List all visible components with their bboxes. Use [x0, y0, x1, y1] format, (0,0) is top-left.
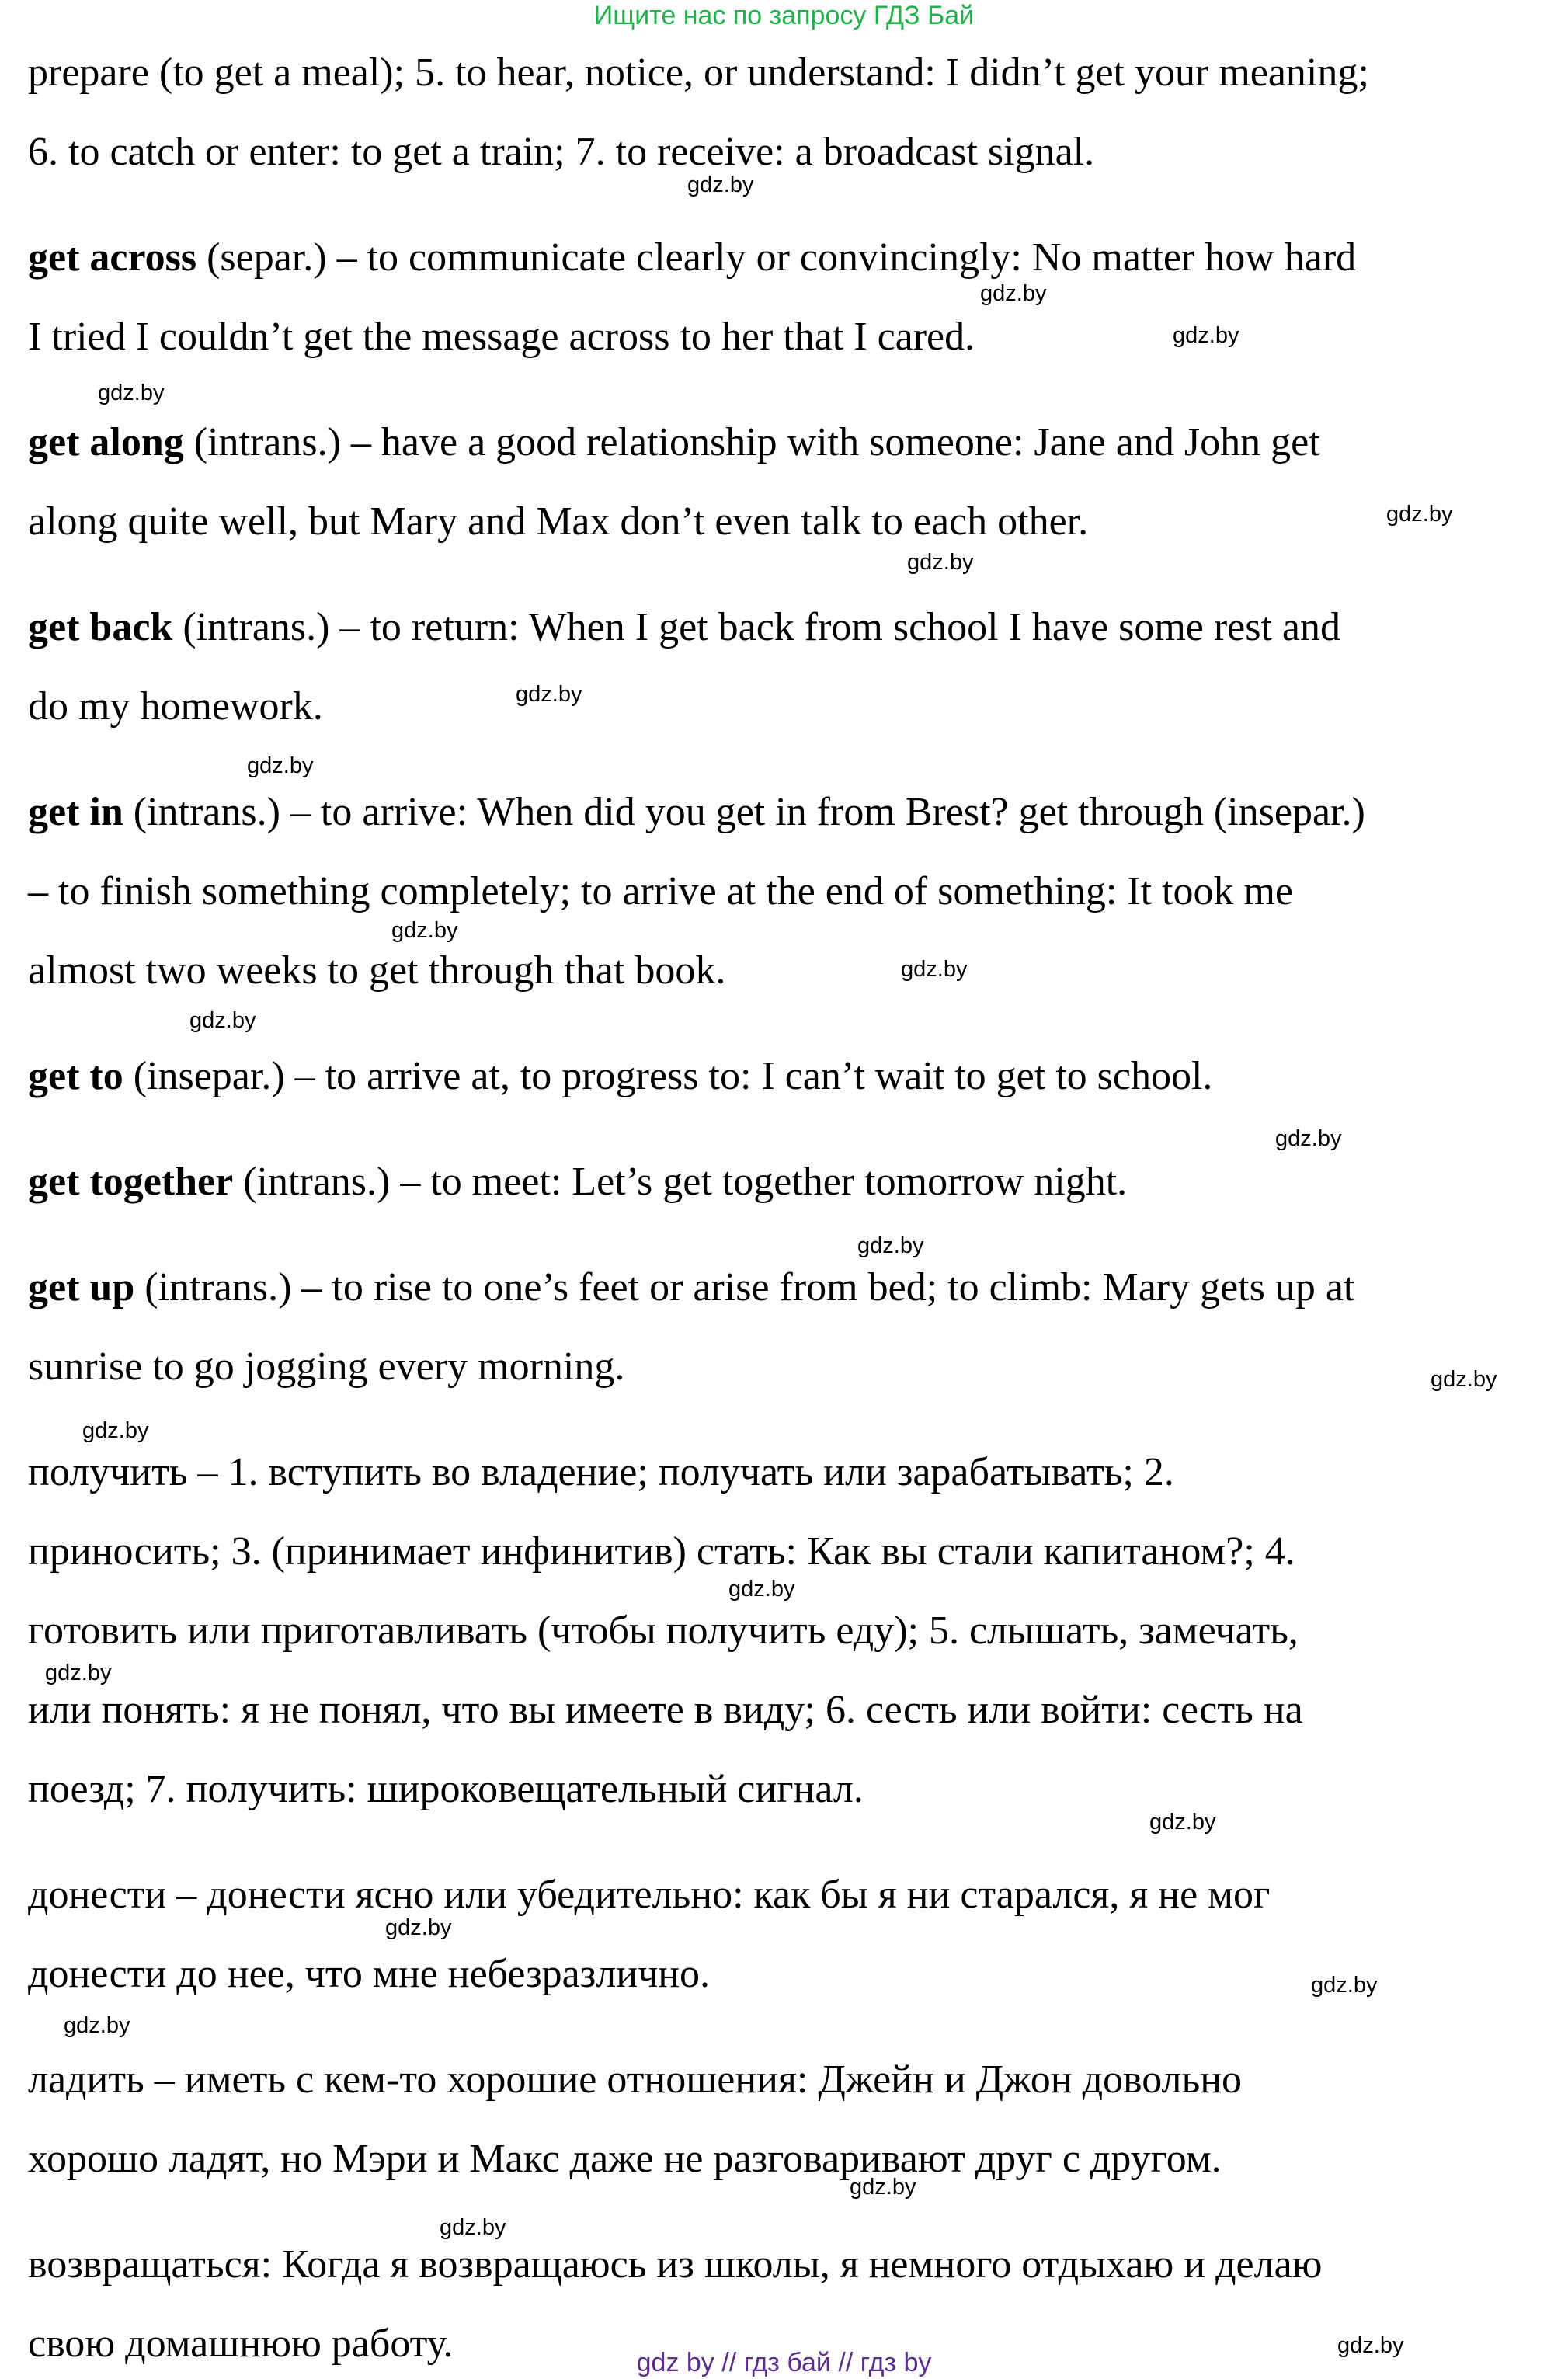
watermark: gdz.by	[440, 2215, 506, 2240]
watermark: gdz.by	[907, 550, 974, 575]
watermark: gdz.by	[901, 957, 968, 982]
watermark: gdz.by	[1149, 1810, 1216, 1835]
watermark: gdz.by	[45, 1661, 112, 1685]
definition-text: (intrans.) – have a good relationship with someone: Jane and John get	[183, 420, 1320, 464]
watermark: gdz.by	[1431, 1367, 1497, 1392]
definition-text: (insepar.) – to arrive at, to progress to: I can’t wait to get to school.	[123, 1054, 1213, 1098]
definition-text: (separ.) – to communicate clearly or convincingly: No matter how hard	[196, 235, 1357, 280]
watermark: gdz.by	[247, 753, 314, 778]
entry-get-in-line-2: – to finish something completely; to arrive at the end of something: It took me	[28, 869, 1294, 913]
term-get-to: get to	[28, 1054, 123, 1098]
watermark: gdz.by	[1311, 1973, 1378, 1998]
entry-get-to	[28, 1053, 1212, 1100]
intro-line-2: 6. to catch or enter: to get a train; 7. to receive: a broadcast signal.	[28, 130, 1095, 174]
term-get-across: get across	[28, 235, 197, 280]
entry-get-along-line-2: along quite well, but Mary and Max don’t even talk to each other.	[28, 499, 1089, 544]
watermark: gdz.by	[1386, 502, 1453, 527]
entry-get-together	[28, 1159, 1127, 1205]
definition-text: (intrans.) – to rise to one’s feet or arise from bed; to climb: Mary gets up at	[134, 1265, 1355, 1309]
watermark: gdz.by	[82, 1418, 149, 1443]
term-get-together: get together	[28, 1160, 234, 1204]
entry-get-in	[28, 789, 1365, 836]
watermark: gdz.by	[1173, 323, 1239, 348]
definition-text: (intrans.) – to return: When I get back from school I have some rest and	[172, 605, 1341, 649]
watermark: gdz.by	[850, 2175, 916, 2200]
translation-2-line-2: донести до нее, что мне небезразлично.	[28, 1952, 711, 1996]
term-get-back: get back	[28, 605, 173, 649]
watermark: gdz.by	[189, 1008, 256, 1033]
translation-3-line-1: ладить – иметь с кем-то хорошие отношения: Джейн и Джон довольно	[28, 2057, 1243, 2102]
entry-get-back-line-2: do my homework.	[28, 684, 323, 729]
entry-get-back	[28, 604, 1340, 651]
entry-get-across	[28, 235, 1356, 281]
intro-line-1: prepare (to get a meal); 5. to hear, notice, or understand: I didn’t get your meaning;	[28, 50, 1369, 95]
translation-1-line-5: поезд; 7. получить: широковещательный сигнал.	[28, 1767, 864, 1811]
watermark: gdz.by	[857, 1233, 924, 1258]
entry-get-up-line-2: sunrise to go jogging every morning.	[28, 1344, 625, 1389]
term-get-in: get in	[28, 790, 123, 834]
entry-get-along	[28, 419, 1320, 466]
watermark: gdz.by	[980, 281, 1047, 306]
entry-get-across-line-2: I tried I couldn’t get the message across to her that I cared.	[28, 315, 975, 359]
watermark: gdz.by	[728, 1577, 795, 1602]
definition-text: (intrans.) – to arrive: When did you get in from Brest? get through (insepar.)	[123, 790, 1365, 834]
watermark: gdz.by	[687, 172, 754, 197]
footer-links: gdz by // гдз бай // гдз by	[636, 2348, 932, 2377]
entry-get-up	[28, 1264, 1354, 1311]
definition-text: (intrans.) – to meet: Let’s get together tomorrow night.	[233, 1160, 1128, 1204]
translation-2-line-1: донести – донести ясно или убедительно: как бы я ни старался, я не мог	[28, 1873, 1271, 1917]
translation-1-line-2: приносить; 3. (принимает инфинитив) стать: Как вы стали капитаном?; 4.	[28, 1529, 1295, 1574]
translation-3-line-2: хорошо ладят, но Мэри и Макс даже не разговаривают друг с другом.	[28, 2137, 1222, 2181]
watermark: gdz.by	[516, 682, 582, 707]
translation-1-line-3: готовить или приготавливать (чтобы получить еду); 5. слышать, замечать,	[28, 1609, 1299, 1653]
translation-1-line-4: или понять: я не понял, что вы имеете в виду; 6. сесть или войти: сесть на	[28, 1688, 1303, 1732]
watermark: gdz.by	[391, 918, 458, 943]
translation-4-line-1: возвращаться: Когда я возвращаюсь из школы, я немного отдыхаю и делаю	[28, 2242, 1323, 2287]
watermark: gdz.by	[385, 1915, 452, 1940]
watermark: gdz.by	[64, 2013, 130, 2038]
watermark: gdz.by	[1275, 1126, 1342, 1151]
search-hint-banner: Ищите нас по запросу ГДЗ Бай	[593, 1, 975, 30]
term-get-along: get along	[28, 420, 184, 464]
watermark: gdz.by	[1337, 2333, 1404, 2358]
term-get-up: get up	[28, 1265, 135, 1309]
entry-get-in-line-3: almost two weeks to get through that book.	[28, 948, 726, 993]
watermark: gdz.by	[98, 381, 165, 405]
translation-4-line-2: свою домашнюю работу.	[28, 2322, 454, 2366]
translation-1-line-1: получить – 1. вступить во владение; получать или зарабатывать; 2.	[28, 1450, 1174, 1494]
